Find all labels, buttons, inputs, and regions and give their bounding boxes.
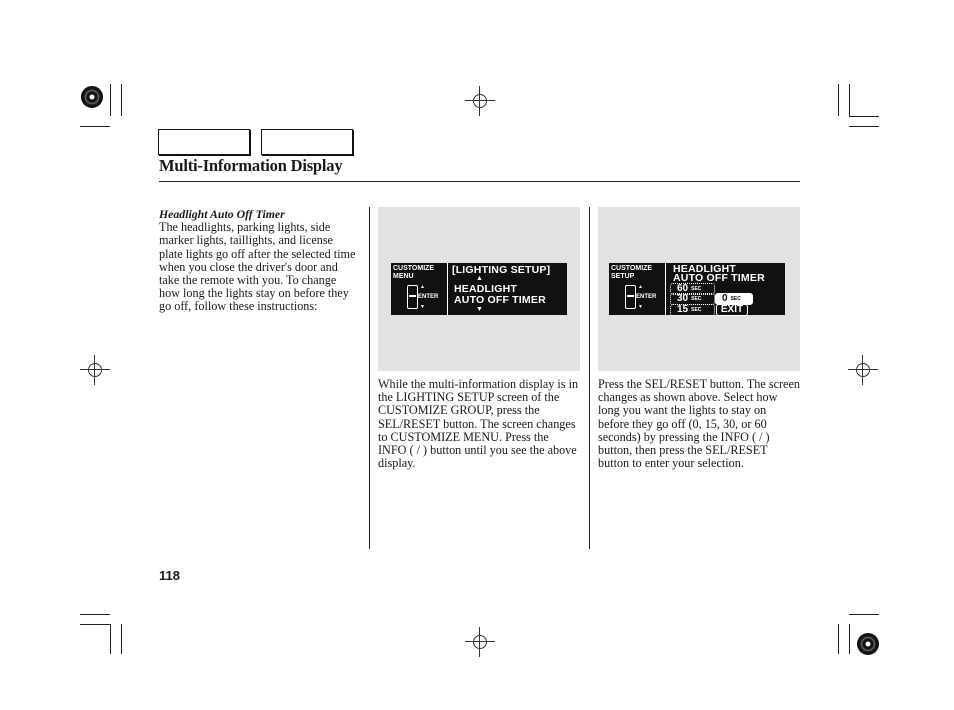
timer-option-unit: SEC [691,296,702,302]
up-arrow-icon: ▲ [638,284,643,290]
down-arrow-icon: ▼ [638,304,643,310]
screen2-side-label [611,265,665,281]
screen1-line1: [LIGHTING SETUP] [452,264,551,276]
down-triangle-icon: ▼ [476,306,483,313]
section-title: Multi-Information Display [159,156,343,175]
crop-mark [80,624,110,625]
crop-mark [849,126,879,127]
up-arrow-icon: ▲ [420,284,425,290]
crop-mark [80,126,110,127]
screen1-caption: While the multi-information display is in the LIGHTING SETUP screen of the CUSTOMIZE GROUP, press the SEL/RESET button. The screen changes to CUSTOMIZE MENU. Press the INFO ( / ) button until you see the above display. [378,377,579,471]
selector-knob-icon [625,285,636,309]
crop-mark [110,624,111,654]
crosshair-right-middle [848,355,878,385]
timer-option-unit: SEC [691,307,702,313]
crop-mark [110,84,111,116]
timer-option-unit: SEC [691,286,702,292]
registration-rosette-top-left [81,86,103,108]
header-tab-box-1 [158,129,250,155]
screen2-divider [665,263,666,315]
timer-option-15 [670,304,715,316]
screen1-line3: AUTO OFF TIMER [454,294,546,306]
title-rule [159,181,800,182]
crop-mark [121,84,122,116]
crop-mark [849,84,850,116]
crop-mark [121,624,122,654]
timer-option-value: 30 [677,293,689,304]
crosshair-left-middle [80,355,110,385]
screen1-side-label-line2: MENU [393,273,414,280]
crosshair-top-center [465,86,495,116]
screen1-line2: HEADLIGHT [454,283,518,295]
timer-option-value: 60 [677,283,689,294]
screen1-side-label-line1: CUSTOMIZE [393,265,435,272]
timer-option-unit: SEC [730,296,741,302]
screen2-display [609,263,785,315]
screen2-line2: AUTO OFF TIMER [673,272,765,284]
screen2-side-label-line1: CUSTOMIZE [611,265,653,272]
up-triangle-icon: ▲ [476,275,483,282]
page-number: 118 [159,568,180,583]
crop-mark [849,614,879,615]
timer-option-value: 0 [722,293,728,304]
crop-mark [838,84,839,116]
screen2-enter-label: ENTER [636,294,657,300]
down-arrow-icon: ▼ [420,304,425,310]
selector-knob-icon [407,285,418,309]
registration-rosette-bottom-right [857,633,879,655]
screen1-side-label [393,265,447,281]
screen1-divider [447,263,448,315]
crop-mark [838,624,839,654]
screen2-caption: Press the SEL/RESET button. The screen changes as shown above. Select how long you want the lights to stay on before they go off (0, 15, 30, or 60 seconds) by pressing the INFO ( / ) button, then press the SEL/RESET button to enter your selection. [598,377,800,471]
subsection-heading: Headlight Auto Off Timer [159,207,285,221]
header-tab-box-2 [261,129,353,155]
exit-option: EXIT [716,304,748,316]
crop-mark [849,116,879,117]
screen2-line1: HEADLIGHT [673,263,737,275]
crop-mark [80,614,110,615]
column-divider-2 [589,207,590,549]
column-divider-1 [369,207,370,549]
crop-mark [849,624,850,654]
screen2-side-label-line2: SETUP [611,273,635,280]
intro-paragraph: The headlights, parking lights, side marker lights, taillights, and license plate lights go off after the selected time when you close the driver's door and take the remote with you. To change how long the lights stay on before they go off, follow these instructions: [159,220,356,314]
screen1-enter-label: ENTER [418,294,439,300]
timer-option-value: 15 [677,304,689,315]
left-column-text [159,208,359,314]
screen1-display [391,263,567,315]
crosshair-bottom-center [465,627,495,657]
